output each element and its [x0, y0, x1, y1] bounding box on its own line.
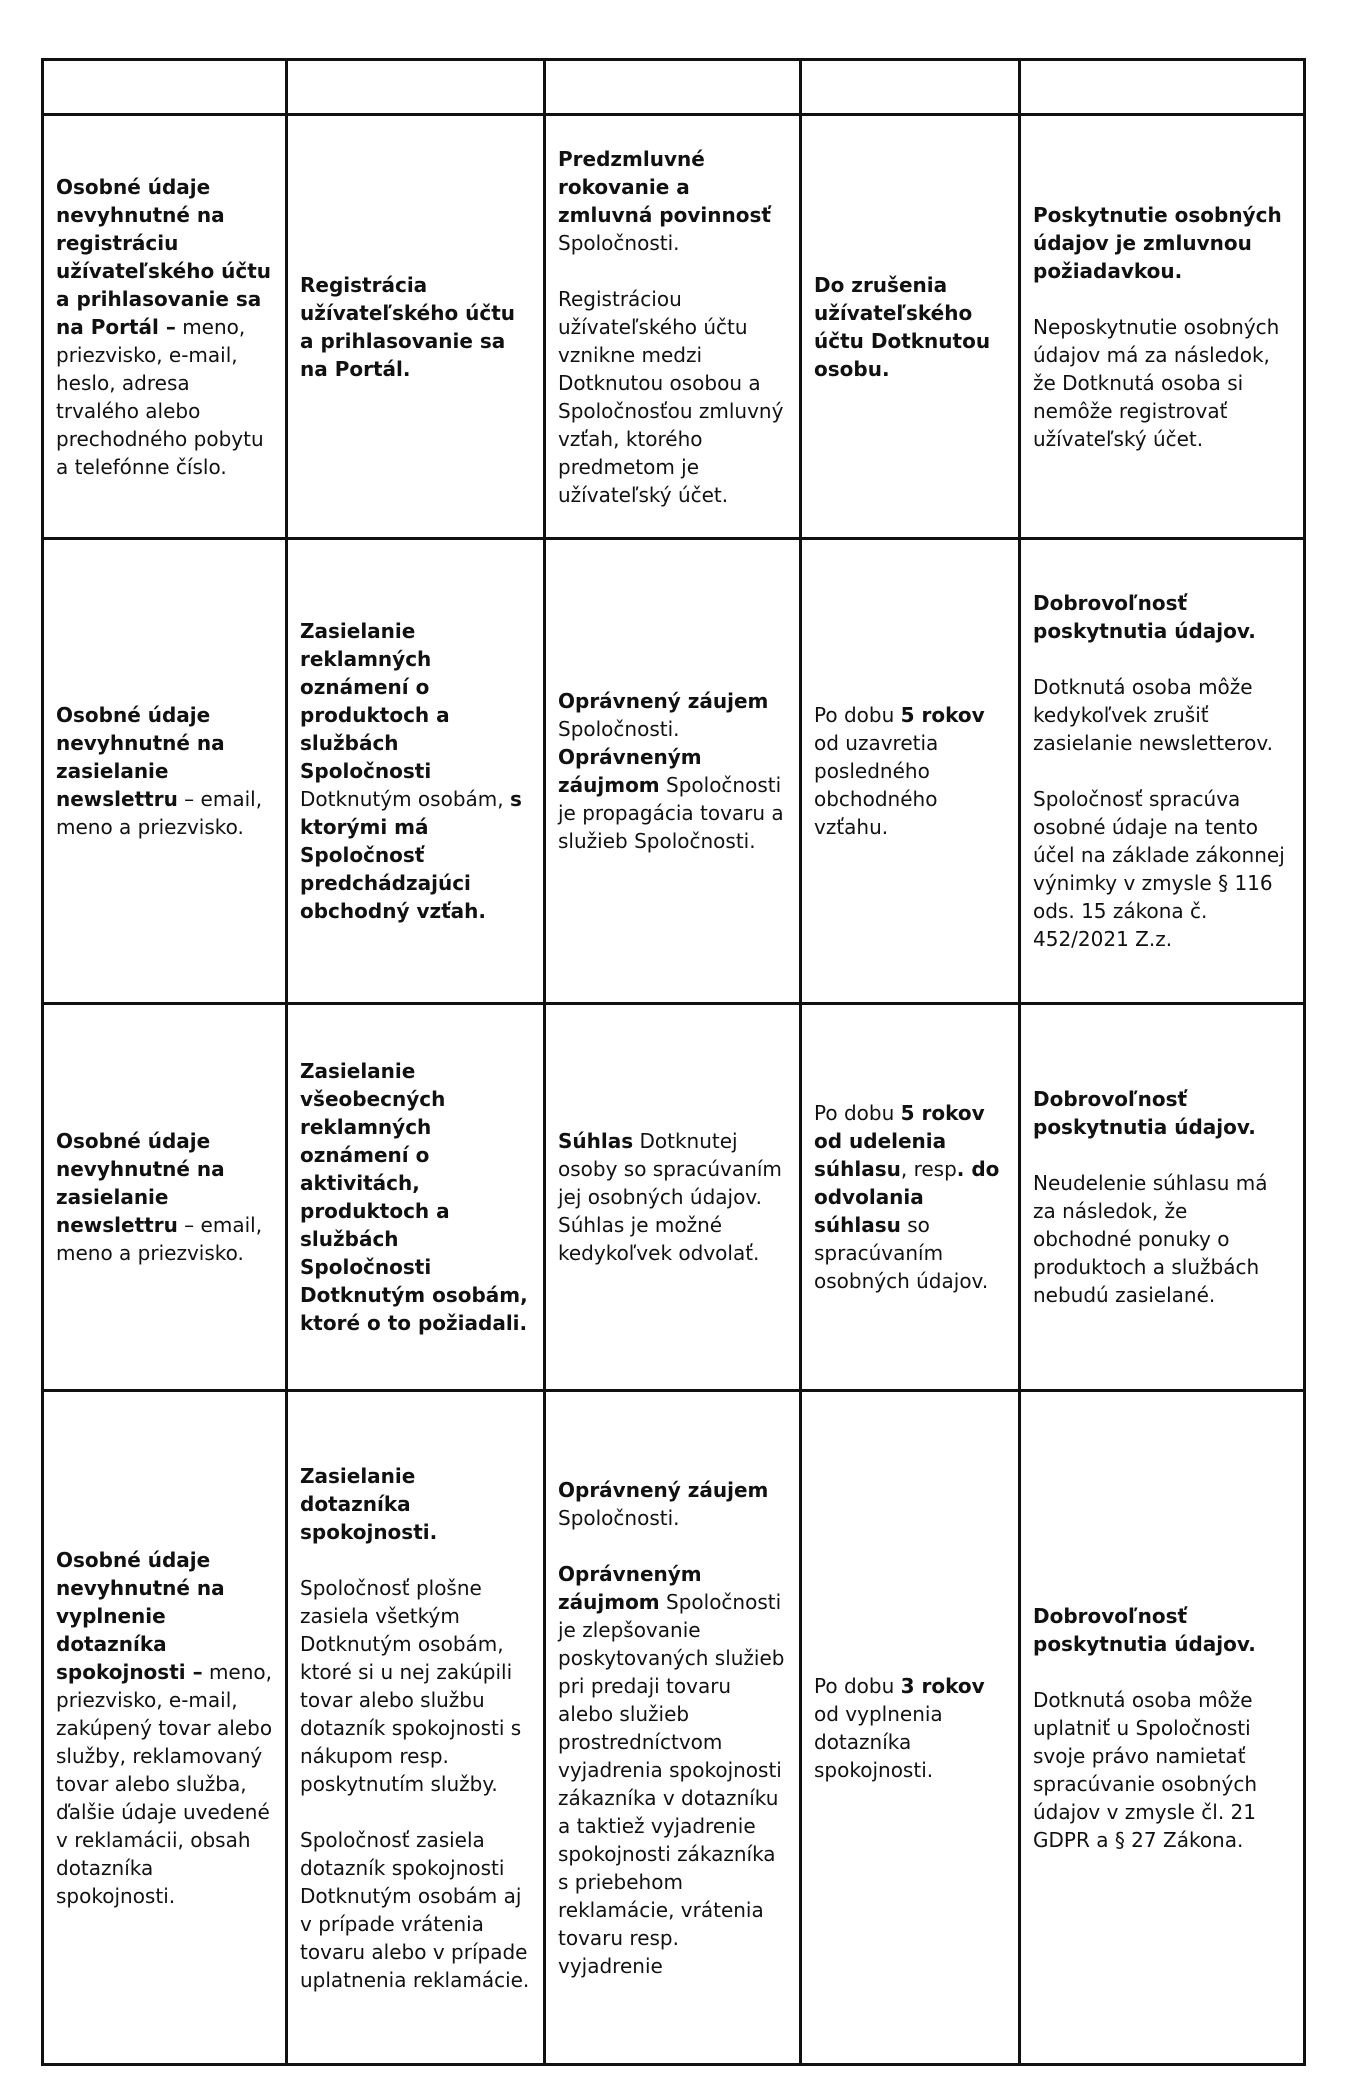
- table-row: [43, 115, 1305, 539]
- provision-cell: Dobrovoľnosť poskytnutia údajov. Neudelenie súhlasu má za následok, že obchodné ponuky o produktoch a službách nebudú zasielané.: [1020, 1004, 1305, 1391]
- legal-basis-cell: Oprávnený záujem Spoločnosti. Oprávneným záujmom Spoločnosti je propagácia tovaru a služieb Spoločnosti.: [545, 539, 801, 1004]
- retention-cell: Po dobu 5 rokov od uzavretia posledného obchodného vzťahu.: [801, 539, 1020, 1004]
- purpose-cell: Zasielanie reklamných oznámení o produktoch a službách Spoločnosti Dotknutým osobám, s ktorými má Spoločnosť predchádzajúci obchodný vzťah.: [287, 539, 545, 1004]
- header-cell: [287, 60, 545, 115]
- personal-data-cell: Osobné údaje nevyhnutné na zasielanie newslettru – email, meno a priezvisko.: [43, 1004, 287, 1391]
- personal-data-cell: Osobné údaje nevyhnutné na vyplnenie dotazníka spokojnosti – meno, priezvisko, e-mail, zakúpený tovar alebo služby, reklamovaný tovar alebo služba, ďalšie údaje uvedené v reklamácii, obsah dotazníka spokojnosti.: [43, 1391, 287, 2065]
- personal-data-cell: Osobné údaje nevyhnutné na registráciu užívateľského účtu a prihlasovanie sa na Portál – meno, priezvisko, e-mail, heslo, adresa trvalého alebo prechodného pobytu a telefónne číslo.: [43, 115, 287, 539]
- provision-cell: Dobrovoľnosť poskytnutia údajov. Dotknutá osoba môže uplatniť u Spoločnosti svoje právo namietať spracúvanie osobných údajov v zmysle čl. 21 GDPR a § 27 Zákona.: [1020, 1391, 1305, 2065]
- table-row: [43, 539, 1305, 1004]
- purpose-cell: Registrácia užívateľského účtu a prihlasovanie sa na Portál.: [287, 115, 545, 539]
- legal-basis-cell: Predzmluvné rokovanie a zmluvná povinnosť Spoločnosti. Registráciou užívateľského účtu vznikne medzi Dotknutou osobou a Spoločnosťou zmluvný vzťah, ktorého predmetom je užívateľský účet.: [545, 115, 801, 539]
- provision-cell: Poskytnutie osobných údajov je zmluvnou požiadavkou. Neposkytnutie osobných údajov má za následok, že Dotknutá osoba si nemôže registrovať užívateľský účet.: [1020, 115, 1305, 539]
- retention-cell: Po dobu 5 rokov od udelenia súhlasu, resp. do odvolania súhlasu so spracúvaním osobných údajov.: [801, 1004, 1020, 1391]
- legal-basis-cell: Oprávnený záujem Spoločnosti. Oprávneným záujmom Spoločnosti je zlepšovanie poskytovaných služieb pri predaji tovaru alebo služieb prostredníctvom vyjadrenia spokojnosti zákazníka v dotazníku a taktiež vyjadrenie spokojnosti zákazníka s priebehom reklamácie, vrátenia tovaru resp. vyjadrenie: [545, 1391, 801, 2065]
- header-cell: [43, 60, 287, 115]
- provision-cell: Dobrovoľnosť poskytnutia údajov. Dotknutá osoba môže kedykoľvek zrušiť zasielanie newsletterov. Spoločnosť spracúva osobné údaje na tento účel na základe zákonnej výnimky v zmysle § 116 ods. 15 zákona č. 452/2021 Z.z.: [1020, 539, 1305, 1004]
- personal-data-cell: Osobné údaje nevyhnutné na zasielanie newslettru – email, meno a priezvisko.: [43, 539, 287, 1004]
- table-row: [43, 1391, 1305, 2065]
- purpose-cell: Zasielanie dotazníka spokojnosti. Spoločnosť plošne zasiela všetkým Dotknutým osobám, ktoré si u nej zakúpili tovar alebo službu dotazník spokojnosti s nákupom resp. poskytnutím služby. Spoločnosť zasiela dotazník spokojnosti Dotknutým osobám aj v prípade vrátenia tovaru alebo v prípade uplatnenia reklamácie.: [287, 1391, 545, 2065]
- header-cell: [545, 60, 801, 115]
- purpose-cell: Zasielanie všeobecných reklamných oznámení o aktivitách, produktoch a službách Spoločnosti Dotknutým osobám, ktoré o to požiadali.: [287, 1004, 545, 1391]
- header-cell: [801, 60, 1020, 115]
- table-row: [43, 1004, 1305, 1391]
- legal-basis-cell: Súhlas Dotknutej osoby so spracúvaním jej osobných údajov. Súhlas je možné kedykoľvek odvolať.: [545, 1004, 801, 1391]
- header-cell: [1020, 60, 1305, 115]
- header-row: [43, 60, 1305, 115]
- retention-cell: Po dobu 3 rokov od vyplnenia dotazníka spokojnosti.: [801, 1391, 1020, 2065]
- retention-cell: Do zrušenia užívateľského účtu Dotknutou osobu.: [801, 115, 1020, 539]
- processing-table: [41, 58, 1306, 2066]
